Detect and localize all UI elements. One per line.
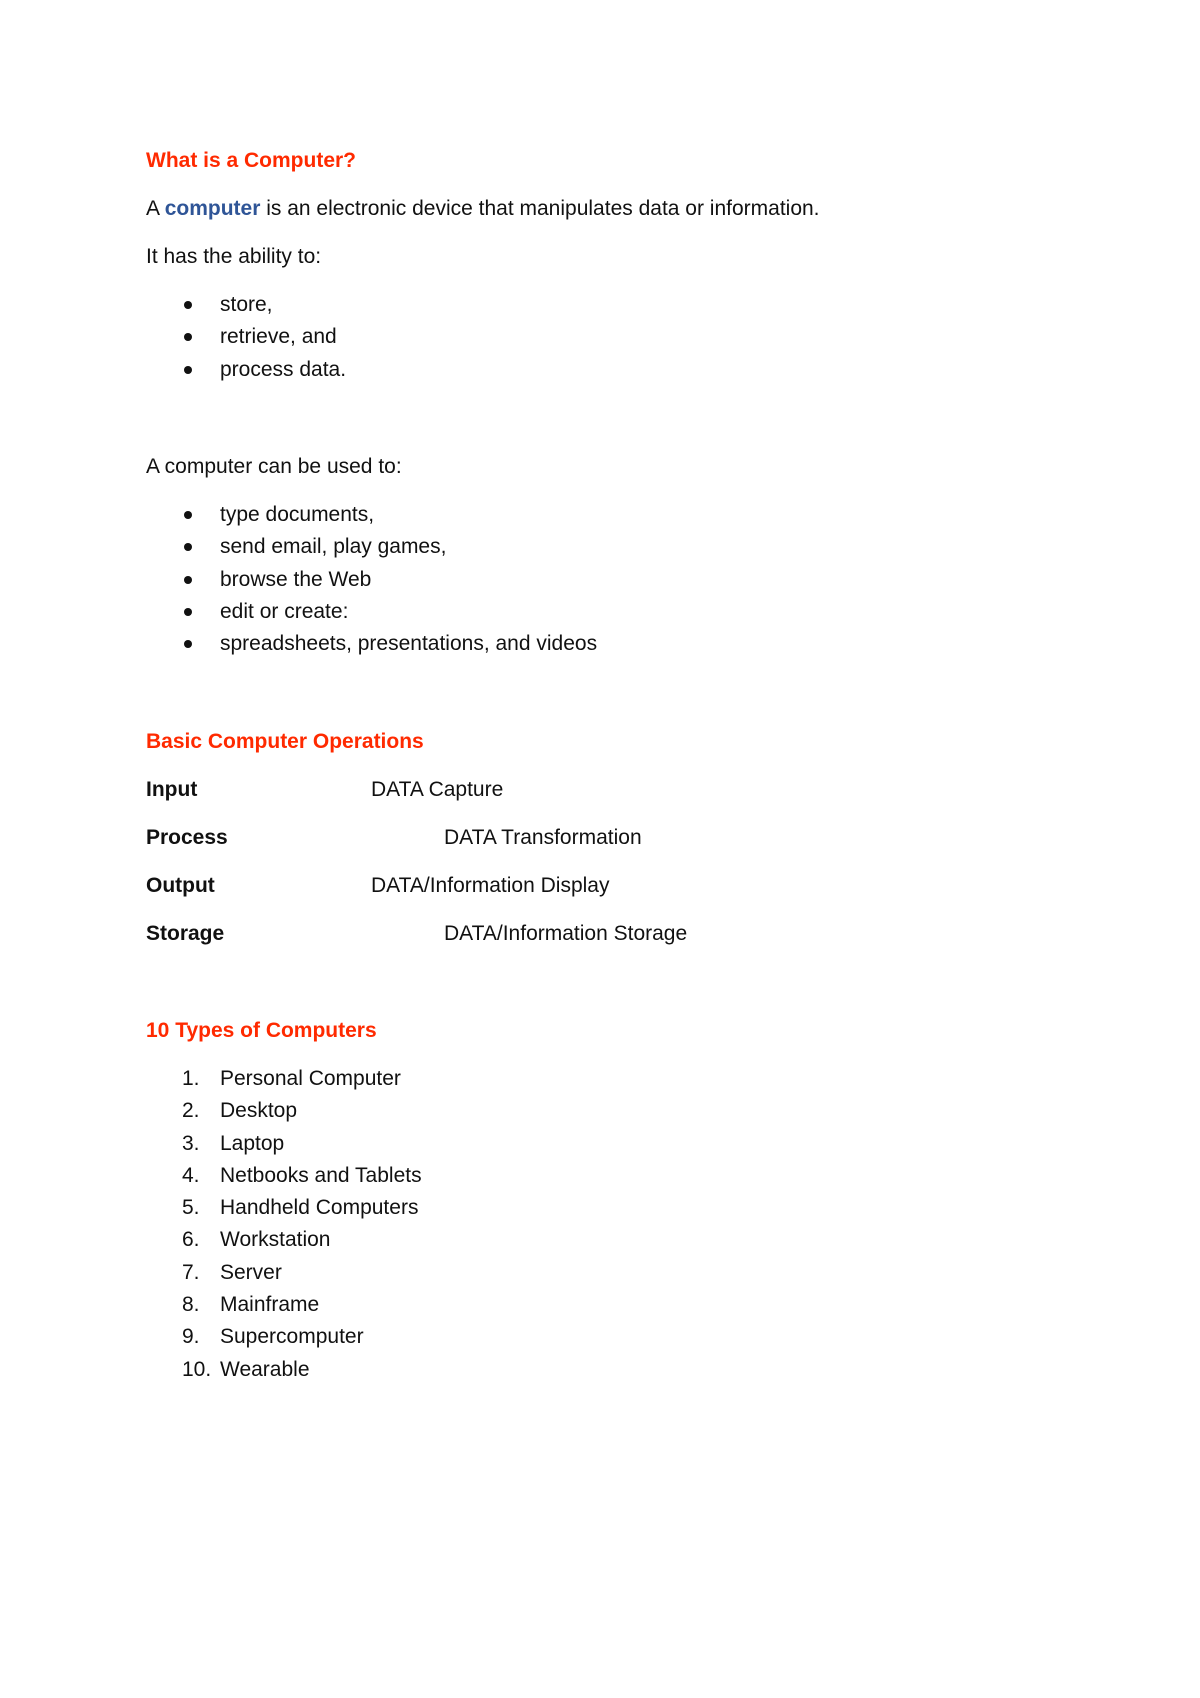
list-item-text: browse the Web — [220, 567, 372, 591]
ability-lead-text: It has the ability to: — [146, 245, 322, 268]
section-heading-basic-operations: Basic Computer Operations — [146, 730, 424, 753]
operation-label: Output — [146, 874, 215, 897]
bullet-icon — [184, 333, 192, 341]
list-item-text: edit or create: — [220, 599, 349, 623]
list-item-text: Server — [220, 1260, 282, 1284]
bullet-icon — [184, 511, 192, 519]
bullet-icon — [184, 640, 192, 648]
operation-label: Process — [146, 826, 228, 849]
list-item-text: Supercomputer — [220, 1325, 364, 1349]
list-item-text: Mainframe — [220, 1293, 320, 1317]
computer-keyword-link[interactable]: computer — [164, 197, 261, 220]
operation-label: Input — [146, 778, 198, 801]
operation-value: DATA/Information Storage — [444, 922, 688, 945]
list-item-text: Netbooks and Tablets — [220, 1163, 422, 1187]
list-item-text: send email, play games, — [220, 535, 447, 559]
list-number: 6. — [182, 1228, 200, 1252]
list-item-text: Handheld Computers — [220, 1196, 419, 1220]
list-number: 1. — [182, 1067, 200, 1090]
bullet-icon — [184, 301, 192, 309]
section-heading-what-is-computer: What is a Computer? — [146, 149, 357, 172]
list-item-text: spreadsheets, presentations, and videos — [220, 632, 598, 656]
operation-value: DATA/Information Display — [371, 874, 610, 897]
list-number: 10. — [182, 1357, 212, 1381]
section-heading-types-of-computers: 10 Types of Computers — [146, 1019, 377, 1042]
list-item-text: store, — [220, 293, 273, 316]
operation-value: DATA Capture — [371, 778, 504, 801]
list-item-text: process data. — [220, 357, 347, 381]
list-number: 4. — [182, 1163, 200, 1187]
operation-value: DATA Transformation — [444, 826, 642, 849]
list-item-text: Laptop — [220, 1131, 285, 1155]
bullet-icon — [184, 543, 192, 551]
list-item-text: Personal Computer — [220, 1067, 401, 1090]
list-number: 3. — [182, 1131, 200, 1155]
uses-lead-text: A computer can be used to: — [146, 455, 402, 478]
list-number: 7. — [182, 1260, 200, 1284]
list-item-text: type documents, — [220, 503, 375, 526]
list-number: 2. — [182, 1099, 200, 1123]
list-item-text: Desktop — [220, 1099, 298, 1123]
list-number: 9. — [182, 1325, 200, 1349]
definition-suffix: is an electronic device that manipulates data or information. — [260, 197, 820, 220]
bullet-icon — [184, 608, 192, 616]
list-item-text: Wearable — [220, 1357, 310, 1381]
computer-definition — [146, 196, 820, 222]
list-item-text: retrieve, and — [220, 325, 337, 349]
operation-label: Storage — [146, 922, 225, 945]
bullet-icon — [184, 576, 192, 584]
bullet-icon — [184, 366, 192, 374]
list-number: 5. — [182, 1196, 200, 1220]
list-number: 8. — [182, 1293, 200, 1317]
definition-prefix: A — [146, 197, 165, 220]
list-item-text: Workstation — [220, 1228, 331, 1252]
